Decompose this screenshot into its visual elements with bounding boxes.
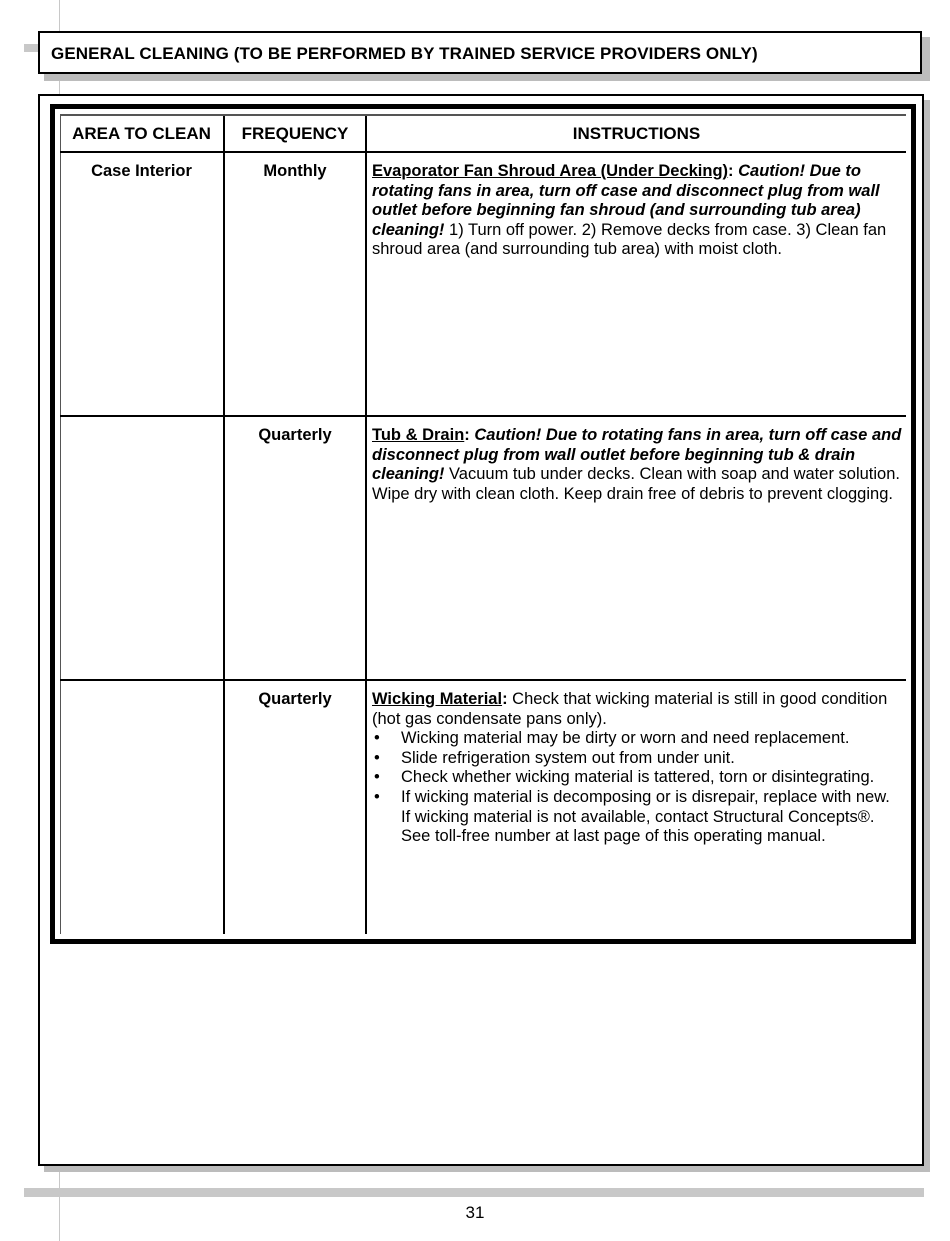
row3-instructions bbox=[372, 690, 902, 847]
table-left-line bbox=[60, 114, 61, 934]
header-row-divider bbox=[60, 151, 906, 153]
row3-bullet-list bbox=[372, 729, 902, 847]
column-header-instructions: INSTRUCTIONS bbox=[572, 124, 701, 143]
row-divider-1 bbox=[60, 415, 906, 417]
row2-steps: Vacuum tub under decks. Clean with soap and water solution. Wipe dry with clean cloth. Keep drain free of debris to prevent clogging. bbox=[372, 465, 900, 503]
column-header-frequency: FREQUENCY bbox=[241, 124, 349, 143]
row2-frequency: Quarterly bbox=[258, 426, 332, 444]
cleaning-table bbox=[50, 104, 916, 944]
row3-intro: Check that wicking material is still in good condition (hot gas condensate pans only). bbox=[372, 690, 888, 728]
page-number: 31 bbox=[465, 1203, 485, 1222]
list-item: • If wicking material is decomposing or is disrepair, replace with new. If wicking material is not available, contact Structural Concepts®. See toll-free number at last page of this operating manual. bbox=[372, 788, 902, 847]
row2-heading: Tub & Drain: bbox=[372, 426, 470, 444]
row1-heading: Evaporator Fan Shroud Area (Under Decking): bbox=[372, 162, 734, 180]
row2-caution: Caution! Due to rotating fans in area, turn off case and disconnect plug from wall outlet before beginning tub & drain cleaning! bbox=[372, 426, 902, 484]
table-top-line bbox=[60, 114, 906, 116]
list-item: • Wicking material may be dirty or worn and need replacement. bbox=[372, 729, 902, 749]
table-grid bbox=[60, 114, 906, 934]
row1-instructions bbox=[372, 162, 902, 260]
list-item: • Check whether wicking material is tattered, torn or disintegrating. bbox=[372, 768, 902, 788]
row1-steps: 1) Turn off power. 2) Remove decks from case. 3) Clean fan shroud area (and surrounding tub area) with moist cloth. bbox=[372, 220, 887, 259]
row1-area: Case Interior bbox=[91, 162, 192, 180]
row1-frequency: Monthly bbox=[263, 162, 327, 180]
row3-frequency: Quarterly bbox=[258, 690, 332, 708]
header-marker-bar bbox=[24, 44, 38, 52]
row-divider-2 bbox=[60, 679, 906, 681]
column-divider-1 bbox=[223, 114, 225, 934]
section-title: GENERAL CLEANING (TO BE PERFORMED BY TRAINED SERVICE PROVIDERS ONLY) bbox=[51, 44, 758, 63]
column-divider-2 bbox=[365, 114, 367, 934]
footer-bar bbox=[24, 1188, 924, 1197]
row2-instructions bbox=[372, 426, 902, 504]
list-item: • Slide refrigeration system out from under unit. bbox=[372, 749, 902, 769]
section-header bbox=[38, 31, 922, 74]
row3-heading: Wicking Material: bbox=[372, 690, 508, 708]
column-header-area: AREA TO CLEAN bbox=[72, 124, 211, 143]
row1-caution: Caution! Due to rotating fans in area, turn off case and disconnect plug from wall outlet before beginning fan shroud (and surrounding tub area) cleaning! bbox=[372, 162, 880, 239]
